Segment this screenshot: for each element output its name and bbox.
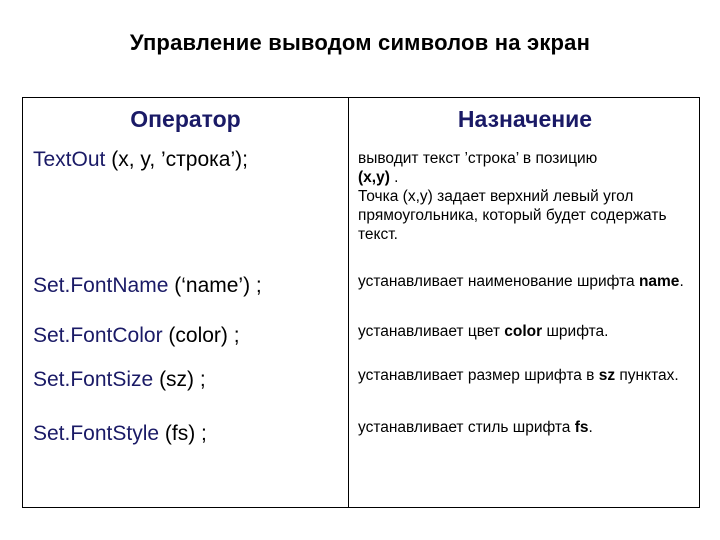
description-text: шрифта. xyxy=(542,323,609,340)
operator-args: (‘name’) ; xyxy=(168,274,262,297)
operator-name: TextOut xyxy=(33,148,106,171)
operator-textout xyxy=(33,148,248,172)
description-text: . xyxy=(389,169,399,186)
operator-name: Set.FontSize xyxy=(33,368,154,391)
description-keyword: (x,y) xyxy=(358,169,390,186)
description-text: Точка (x,y) задает верхний левый угол прямоугольника, который будет содержать текст. xyxy=(358,188,667,243)
description-keyword: fs xyxy=(574,419,589,436)
operator-args: (fs) ; xyxy=(159,422,207,445)
operator-args: (color) ; xyxy=(162,324,240,347)
description-setfontsize xyxy=(358,366,698,385)
operator-setfontsize xyxy=(33,368,206,392)
description-text: устанавливает стиль шрифта xyxy=(358,419,575,436)
description-setfontstyle xyxy=(358,418,698,437)
operator-setfontstyle xyxy=(33,422,207,446)
header-purpose: Назначение xyxy=(457,106,593,132)
operators-table xyxy=(22,97,700,508)
operator-args: (sz) ; xyxy=(153,368,206,391)
description-text: устанавливает размер шрифта в xyxy=(358,367,599,384)
description-setfontname xyxy=(358,272,698,291)
description-setfontcolor xyxy=(358,322,698,341)
description-text: выводит текст ’строка’ в позицию xyxy=(358,150,598,167)
operator-setfontcolor xyxy=(33,324,240,348)
description-keyword: color xyxy=(504,323,543,340)
description-text: устанавливает наименование шрифта xyxy=(358,273,639,290)
description-keyword: name xyxy=(638,273,680,290)
header-operator: Оператор xyxy=(130,106,241,132)
operator-name: Set.FontStyle xyxy=(33,422,160,445)
operator-args: (x, y, ’строка’); xyxy=(105,148,248,171)
operator-name: Set.FontColor xyxy=(33,324,163,347)
description-text: . xyxy=(679,273,684,290)
column-divider xyxy=(348,98,349,507)
operator-setfontname xyxy=(33,274,262,298)
description-textout xyxy=(358,149,698,244)
operator-name: Set.FontName xyxy=(33,274,169,297)
description-text: пунктах. xyxy=(615,367,679,384)
description-keyword: sz xyxy=(598,367,616,384)
description-text: . xyxy=(588,419,593,436)
description-text: устанавливает цвет xyxy=(358,323,505,340)
page-title: Управление выводом символов на экран xyxy=(129,30,591,55)
